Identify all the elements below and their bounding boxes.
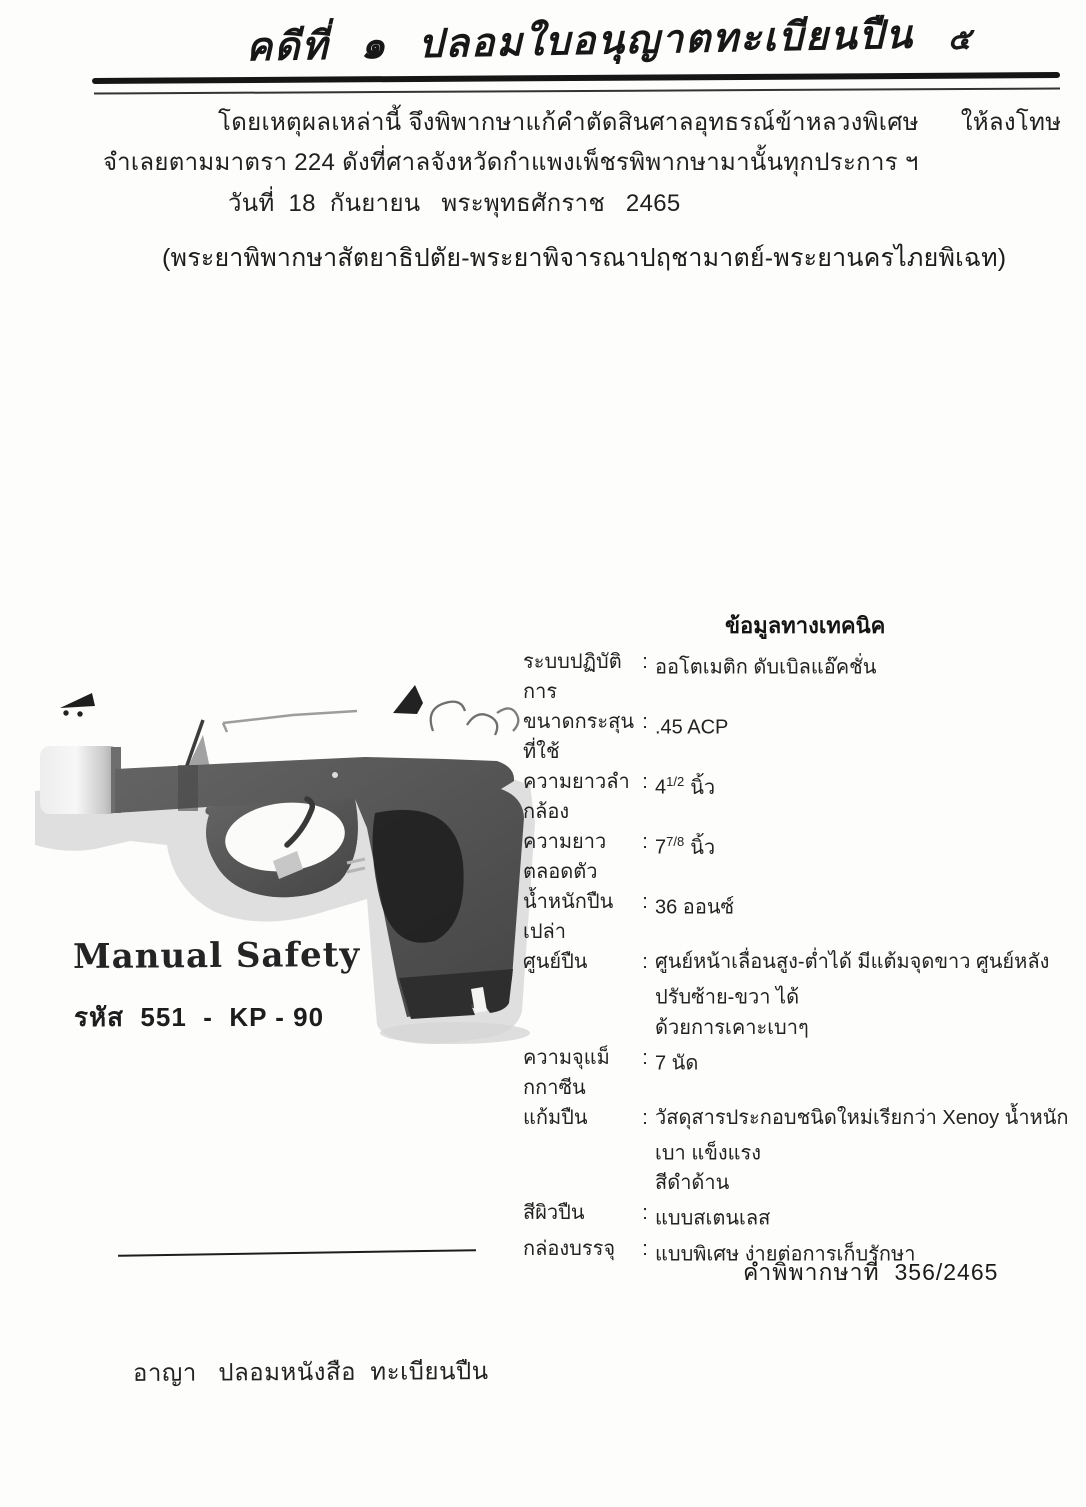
spec-value-line2: ด้วยการเคาะเบาๆ [655, 1016, 809, 1039]
spec-row-magazine-capacity [523, 1043, 1079, 1103]
pistol-front-sight [60, 693, 95, 708]
spec-row-barrel-length [523, 767, 1079, 827]
spec-value [655, 1043, 1079, 1079]
spec-value [655, 1103, 1079, 1199]
judgment-number: คำพิพากษาที่ 356/2465 [743, 1259, 999, 1285]
spec-row-grip-panels [523, 1103, 1079, 1199]
spec-value-text: 7 [655, 836, 667, 859]
spec-colon: : [642, 651, 648, 673]
spec-value-unit: นิ้ว [690, 836, 716, 859]
spec-colon: : [642, 1046, 648, 1069]
spec-row-finish [523, 1198, 1079, 1234]
spec-row-caliber [523, 707, 1079, 767]
spec-value [655, 947, 1079, 1043]
spec-value [655, 1198, 1079, 1234]
spec-label: สีผิวปืน [523, 1202, 585, 1225]
spec-value-text: ออโตเมติก ดับเบิลแอ๊คชั่น [655, 656, 877, 679]
spec-value-sup: 7/8 [666, 834, 685, 849]
spec-value-sup: 1/2 [666, 774, 685, 789]
spec-colon: : [642, 711, 648, 733]
header-rule-thick [92, 72, 1060, 84]
pistol-hammer [431, 702, 465, 731]
header-rule-thin [94, 87, 1060, 94]
spec-colon: : [642, 1202, 648, 1225]
spec-colon: : [642, 1106, 648, 1129]
spec-label: ขนาดกระสุนที่ใช้ [523, 711, 635, 763]
spec-value [655, 647, 1079, 683]
spec-value-text: แบบสเตนเลส [655, 1207, 771, 1230]
spec-colon: : [642, 1237, 648, 1260]
footer-separator-line [118, 1249, 476, 1257]
spec-value-text: แบบพิเศษ ง่ายต่อการเก็บรักษา [655, 1243, 916, 1266]
spec-label: ระบบปฏิบัติการ [523, 651, 622, 703]
judgment-line-2: จำเลยตามมาตรา 224 ดังที่ศาลจังหวัดกำแพงเพ็ชรพิพากษามานั้นทุกประการ ฯ [103, 149, 919, 176]
page-title: คดีที่ ๑ ปลอมใบอนุญาตทะเบียนปืน [245, 11, 915, 71]
spec-row-operating-system [523, 647, 1079, 707]
pistol-muzzle [40, 746, 120, 814]
spec-label: ศูนย์ปืน [523, 951, 588, 973]
caption-model-code: รหัส 551 - KP - 90 [74, 1002, 325, 1032]
spec-label: น้ำหนักปืนเปล่า [523, 891, 614, 943]
spec-value-text: ศูนย์หน้าเลื่อนสูง-ต่ำได้ มีแต้มจุดขาว ศูนย์หลังปรับซ้าย-ขวา ได้ [655, 951, 1050, 1009]
judgment-line-1: โดยเหตุผลเหล่านี้ จึงพิพากษาแก้คำตัดสินศาลอุทธรณ์ข้าหลวงพิเศษ ให้ลงโทษ [218, 109, 1062, 136]
spec-value-line2: สีดำด้าน [655, 1172, 730, 1195]
spec-row-overall-length [523, 827, 1079, 887]
spec-label: กล่องบรรจุ [523, 1237, 616, 1260]
caption-manual-safety: Manual Safety [72, 934, 361, 978]
spec-value-text: 4 [655, 776, 667, 799]
spec-value-text: 36 ออนซ์ [655, 896, 735, 919]
spec-value-text: วัสดุสารประกอบชนิดใหม่เรียกว่า Xenoy น้ำหนักเบา แข็งแรง [655, 1106, 1069, 1165]
spec-colon: : [642, 891, 648, 913]
spec-value-unit: นิ้ว [690, 776, 716, 799]
judges-line: (พระยาพิพากษาสัตยาธิปตัย-พระยาพิจารณาปฤชามาตย์-พระยานครไภยพิเฉท) [162, 244, 1007, 272]
spec-value-text: 7 นัด [655, 1052, 699, 1075]
pistol-rear-sight [393, 685, 423, 714]
spec-colon: : [642, 951, 648, 973]
spec-label: ความยาวลำกล้อง [523, 771, 630, 823]
judgment-line-3: วันที่ 18 กันยายน พระพุทธศักราช 2465 [228, 190, 681, 217]
spec-label: ความยาวตลอดตัว [523, 831, 607, 883]
spec-value [655, 827, 1079, 863]
spec-row-sights [523, 947, 1079, 1043]
spec-label: แก้มปืน [523, 1106, 588, 1129]
specs-list [523, 647, 1079, 1270]
spec-colon: : [642, 771, 648, 793]
specs-title: ข้อมูลทางเทคนิค [725, 613, 886, 638]
spec-value-text: .45 ACP [655, 716, 729, 739]
spec-label: ความจุแม็กกาซีน [523, 1046, 610, 1099]
spec-value [655, 887, 1079, 923]
case-category: อาญา ปลอมหนังสือ ทะเบียนปืน [132, 1358, 489, 1387]
spec-colon: : [642, 831, 648, 853]
page-number: ๕ [948, 22, 971, 57]
spec-value [655, 707, 1079, 743]
spec-row-empty-weight [523, 887, 1079, 947]
spec-value [655, 767, 1079, 803]
